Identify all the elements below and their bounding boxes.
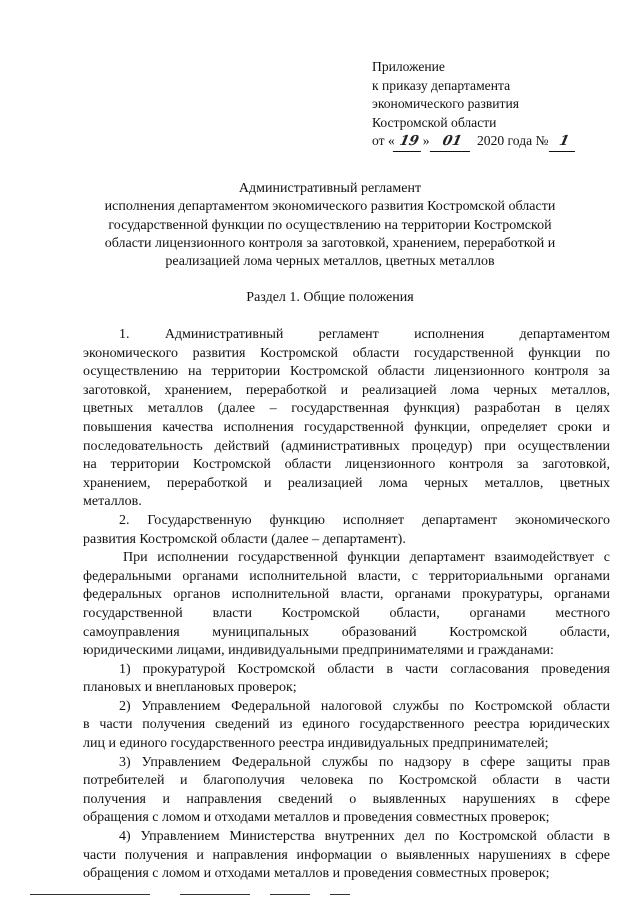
text-line: заготовкой, хранением, переработкой и реализацией лома черных металлов,: [83, 382, 610, 398]
year-text: 2020 года №: [476, 133, 549, 148]
list-item-2: [83, 698, 610, 754]
text-line: осуществлению на территории Костромской области лицензионного контроля за: [83, 364, 610, 380]
appendix-date-line: [372, 132, 622, 152]
text-line: обращения с ломом и отходами металлов и проведения совместных проверок;: [83, 866, 550, 882]
text-line: федеральными органами исполнительной власти, с территориальными органами: [83, 568, 610, 584]
text-line: развития Костромской области (далее – департамент).: [83, 531, 406, 547]
text-line: плановых и внеплановых проверок;: [83, 680, 297, 696]
text-line: обращения с ломом и отходами металлов и проведения совместных проверок;: [83, 810, 550, 826]
handwritten-month: 01: [429, 132, 473, 152]
text-line: самоуправления муниципальных образований Костромской области,: [83, 624, 610, 640]
date-prefix: от «: [372, 133, 395, 148]
text-line: получения и направления сведений о выявленных нарушениях в сфере: [83, 791, 610, 807]
text-line: металлов.: [83, 494, 142, 510]
date-mid: »: [422, 133, 430, 148]
title-line: государственной функции по осуществлению на территории Костромской: [108, 217, 552, 233]
document-title: [80, 180, 580, 271]
title-line: исполнения департаментом экономического развития Костромской области: [104, 199, 556, 215]
handwritten-order-number: 1: [548, 132, 578, 152]
section-heading: Раздел 1. Общие положения: [246, 290, 414, 305]
paragraph-interaction: [83, 549, 610, 661]
list-item-4: [83, 828, 610, 884]
scan-mark: [180, 894, 250, 895]
text-line: При исполнении государственной функции департамент взаимодействует с: [123, 550, 610, 566]
text-line: 2. Государственную функцию исполняет департамент экономического: [119, 512, 610, 528]
text-line: 3) Управлением Федеральной службы по надзору в сфере защиты прав: [119, 754, 610, 770]
list-item-3: [83, 754, 610, 828]
scan-bottom-marks: [30, 892, 590, 898]
paragraph-2: [83, 512, 610, 549]
text-line: федеральных органов исполнительной власти, органами прокуратуры, органами: [83, 587, 610, 603]
text-line: лиц и единого государственного реестра индивидуальных предпринимателей;: [83, 736, 549, 752]
text-line: 1) прокуратурой Костромской области в части согласования проведения: [119, 661, 610, 677]
scan-mark: [270, 894, 310, 895]
scan-mark: [330, 894, 350, 895]
text-line: части получения и направления информации о выявленных нарушениях в сфере: [83, 847, 610, 863]
text-line: на территории Костромской области лицензионного контроля за заготовкой,: [83, 457, 610, 473]
title-line: Административный регламент: [238, 181, 422, 196]
text-line: 4) Управлением Министерства внутренних дел по Костромской области в: [119, 829, 610, 845]
text-line: в части получения сведений из единого государственного реестра юридических: [83, 717, 610, 733]
appendix-line: Костромской области: [372, 114, 497, 130]
text-line: 1. Административный регламент исполнения департаментом: [119, 327, 610, 342]
title-line: области лицензионного контроля за заготовкой, хранением, переработкой и: [104, 235, 556, 251]
text-line: 2) Управлением Федеральной налоговой службы по Костромской области: [119, 698, 610, 714]
appendix-line: экономического развития: [372, 96, 519, 111]
text-line: хранением, переработкой и реализацией лома черных металлов, цветных: [83, 475, 610, 491]
appendix-line: Приложение: [372, 59, 445, 74]
text-line: государственной власти Костромской области, органами местного: [83, 605, 610, 621]
text-line: потребителей и благополучия человека по Костромской области в части: [83, 773, 610, 789]
title-line: реализацией лома черных металлов, цветных металлов: [165, 254, 495, 270]
text-line: последовательность действий (административных процедур) при осуществлении: [83, 438, 610, 454]
document-body: [83, 326, 610, 884]
paragraph-1: [83, 326, 610, 512]
scan-mark: [30, 894, 150, 895]
text-line: юридическими лицами, индивидуальными предпринимателями и гражданами:: [83, 643, 554, 659]
text-line: экономического развития Костромской области государственной функции по: [83, 345, 610, 361]
appendix-block: [372, 58, 622, 152]
text-line: повышения качества исполнения государственной функции, определяет сроки и: [83, 419, 610, 435]
text-line: цветных металлов (далее – государственная функция) разработан в целях: [83, 401, 610, 417]
handwritten-day: 19: [393, 132, 425, 152]
appendix-line: к приказу департамента: [372, 77, 511, 93]
list-item-1: [83, 661, 610, 698]
